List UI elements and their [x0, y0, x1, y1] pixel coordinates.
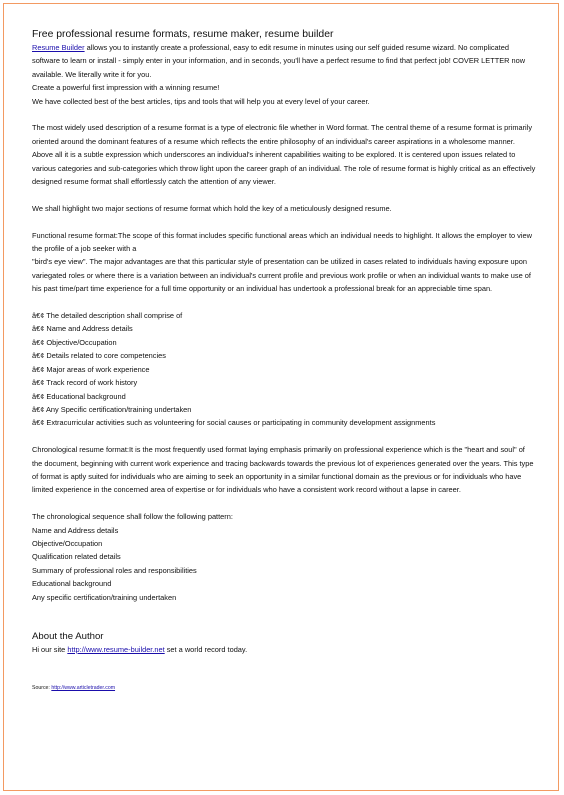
sequence-list: [32, 510, 537, 604]
list-item: Objective/Occupation: [32, 538, 103, 548]
source-line: [32, 684, 537, 692]
intro-paragraph: [32, 41, 537, 81]
spacer: [32, 108, 537, 121]
resume-builder-site-link[interactable]: http://www.resume-builder.net: [67, 644, 165, 654]
spacer: [32, 215, 537, 228]
list-item: The chronological sequence shall follow the following pattern:: [32, 512, 233, 522]
description-paragraph: The most widely used description of a resume format is a type of electronic file whether in Word format. The central theme of a resume format is primarily oriented around the dominant features of a resume which reflects the entire philosophy of an individual's career aspirations in a wholesome manner. Above all it is a subtle expression which underscores an individual's inherent capabilities waiting to be explored. It is centered upon issues related to various categories and sub-categories which throw light upon the career graph of an individual. The role of resume format is highly critical as an effectively designed resume format shall effortlessly catch the attention of any viewer.: [32, 123, 536, 187]
spacer: [32, 497, 537, 510]
source-label: Source:: [32, 685, 52, 692]
functional-paragraph-2: "bird's eye view". The major advantages are that this particular style of presentation can be utilized in cases related to individuals having exposure upon variegated roles or where there is a variation between an individual's current profile and previous work profile or when an individual wants to make use of his past time/part time experience for a full time opportunity or an individual has undertook a professional break for an appreciable time span.: [32, 257, 531, 294]
intro-text: allows you to instantly create a professional, easy to edit resume in minutes using our self guided resume wizard. No complicated software to learn or install - simply enter in your information, and in seconds, you'll have a perfect resume to find that perfect job! COVER LETTER now available. We literally write it for you.: [32, 43, 526, 79]
about-author-heading: About the Author: [32, 630, 104, 642]
list-item: â€¢ Extracurricular activities such as volunteering for social causes or participating in community development assignments: [32, 418, 436, 428]
chronological-paragraph: Chronological resume format:It is the most frequently used format laying emphasis primarily on professional experience which is the "heart and soul" of the document, beginning with current work experience and tracing backwards towards the previous lot of experiences generated over the years. This type of format is aptly suited for individuals who are aiming to seek an opportunity in a similar functional domain as the previous or for individuals who have limited experience in the concerned area of expertise or for individuals who have a consistent work record without a lapse in career.: [32, 445, 534, 495]
list-item: â€¢ Major areas of work experience: [32, 364, 150, 374]
functional-paragraph-1: Functional resume format:The scope of this format includes specific functional areas which an individual needs to highlight. It allows the employer to view the profile of a job seeker with a: [32, 230, 532, 254]
spacer: [32, 296, 537, 309]
list-item: Name and Address details: [32, 525, 119, 535]
highlight-paragraph: We shall highlight two major sections of resume format which hold the key of a meticulously designed resume.: [32, 203, 392, 213]
bullet-list: [32, 309, 537, 430]
spacer: [32, 430, 537, 443]
resume-builder-link[interactable]: Resume Builder: [32, 43, 85, 52]
list-item: â€¢ Any Specific certification/training undertaken: [32, 404, 192, 414]
list-item: Summary of professional roles and responsibilities: [32, 565, 197, 575]
collected-line: We have collected best of the best articles, tips and tools that will help you at every level of your career.: [32, 96, 370, 106]
spacer: [32, 604, 537, 630]
list-item: â€¢ Details related to core competencies: [32, 351, 166, 361]
spacer: [32, 188, 537, 201]
list-item: â€¢ The detailed description shall comprise of: [32, 311, 183, 321]
list-item: Any specific certification/training undertaken: [32, 592, 177, 602]
about-author-text: [32, 643, 537, 656]
list-item: Educational background: [32, 579, 112, 589]
about-prefix: Hi our site: [32, 644, 68, 654]
list-item: â€¢ Objective/Occupation: [32, 337, 117, 347]
document-page: [32, 28, 537, 692]
page-title: Free professional resume formats, resume maker, resume builder: [32, 29, 334, 40]
list-item: Qualification related details: [32, 552, 121, 562]
impression-line: Create a powerful first impression with a winning resume!: [32, 83, 220, 93]
source-link[interactable]: http://www.articletrader.com: [51, 685, 116, 692]
list-item: â€¢ Name and Address details: [32, 324, 133, 334]
list-item: â€¢ Educational background: [32, 391, 126, 401]
about-suffix: set a world record today.: [164, 644, 248, 654]
list-item: â€¢ Track record of work history: [32, 378, 138, 388]
